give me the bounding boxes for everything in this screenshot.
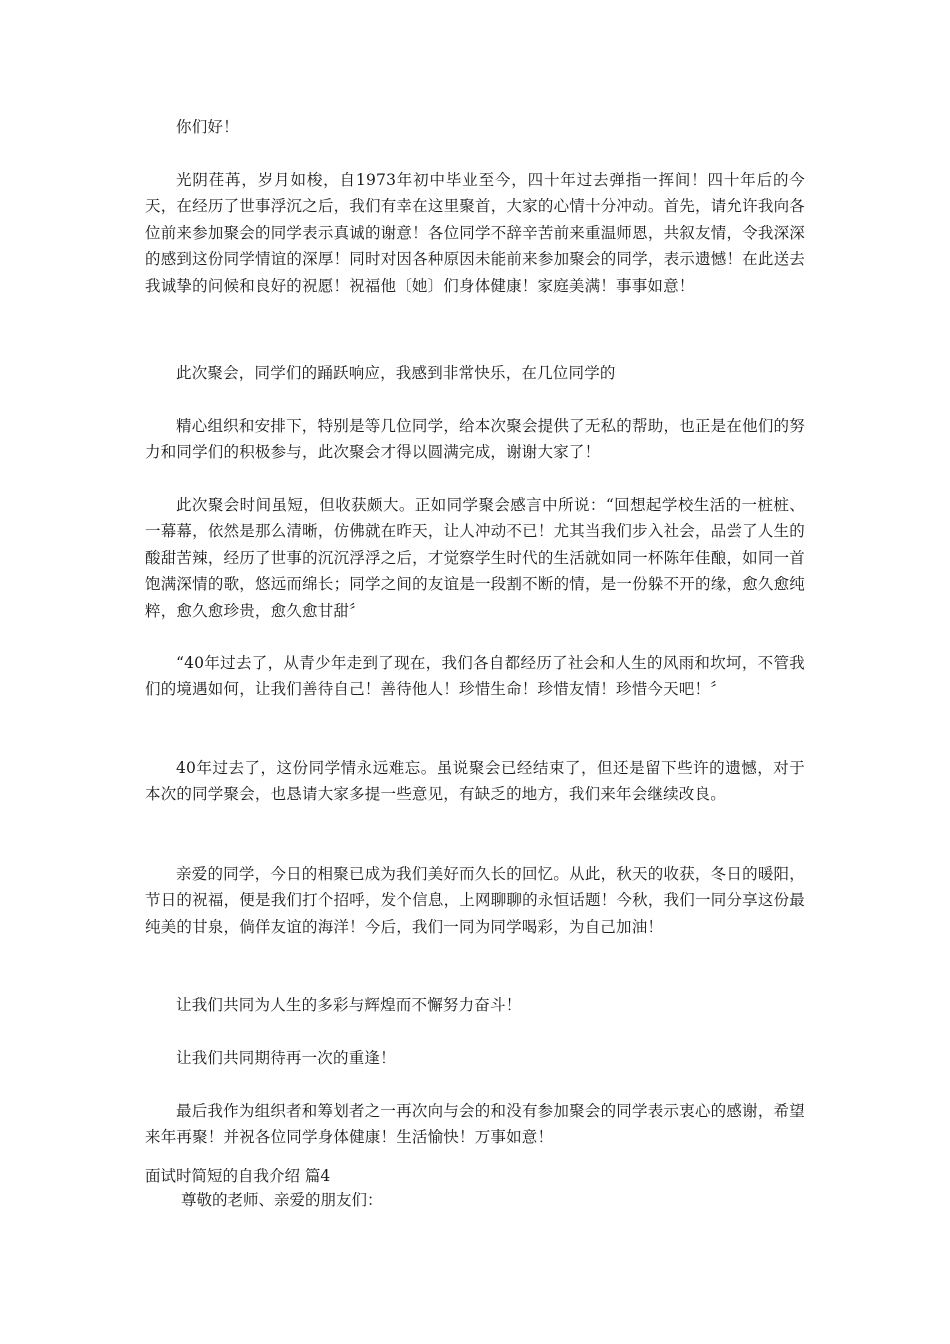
forty-years-quote-paragraph: “40年过去了，从青少年走到了现在，我们各自都经历了社会和人生的风雨和坎坷，不管我们的境遇如何，让我们善待自己！善待他人！珍惜生命！珍惜友情！珍惜今天吧！〞 [145, 654, 805, 699]
greeting-paragraph: 你们好！ [176, 118, 239, 136]
thanks-paragraph: 精心组织和安排下，特别是等几位同学，给本次聚会提供了无私的帮助，也正是在他们的努力和同学们的积极参与，此次聚会才得以圆满完成，谢谢大家了！ [145, 417, 805, 462]
unforgettable-paragraph: 40年过去了，这份同学情永远难忘。虽说聚会已经结束了，但还是留下些许的遗憾，对于本次的同学聚会，也恳请大家多提一些意见，有缺乏的地方，我们来年会继续改良。 [145, 759, 805, 804]
salutation-line: 尊敬的老师、亲爱的朋友们： [181, 1191, 383, 1209]
opening-paragraph: 光阴荏苒，岁月如梭，自1973年初中毕业至今，四十年过去弹指一挥间！四十年后的今天，在经历了世事浮沉之后，我们有幸在这里聚首，大家的心情十分冲动。首先，请允许我向各位前来参加聚会的同学表示真诚的谢意！各位同学不辞辛苦前来重温师恩，共叙友情，令我深深的感到这份同学情谊的深厚！同时对因各种原因未能前来参加聚会的同学，表示遗憾！在此送去我诚挚的问候和良好的祝愿！祝福他〔她〕们身体健康！家庭美满！事事如意！ [145, 171, 805, 295]
memory-paragraph: 亲爱的同学，今日的相聚已成为我们美好而久长的回忆。从此，秋天的收获，冬日的暖阳，节日的祝福，便是我们打个招呼，发个信息，上网聊聊的永恒话题！今秋，我们一同分享这份最纯美的甘泉，倘佯友谊的海洋！今后，我们一同为同学喝彩，为自己加油！ [145, 865, 805, 936]
closing-paragraph: 最后我作为组织者和筹划者之一再次向与会的和没有参加聚会的同学表示衷心的感谢，希望来年再聚！并祝各位同学身体健康！生活愉快！万事如意！ [145, 1102, 805, 1147]
section-heading: 面试时简短的自我介绍 篇4 [145, 1167, 331, 1185]
strive-paragraph: 让我们共同为人生的多彩与辉煌而不懈努力奋斗！ [176, 996, 522, 1014]
response-paragraph: 此次聚会，同学们的踊跃响应，我感到非常快乐，在几位同学的 [176, 364, 616, 382]
reunion-paragraph: 让我们共同期待再一次的重逢！ [176, 1049, 396, 1067]
reflection-paragraph: 此次聚会时间虽短，但收获颇大。正如同学聚会感言中所说：“回想起学校生活的一桩桩、一幕幕，依然是那么清晰，仿佛就在昨天，让人冲动不已！尤其当我们步入社会，品尝了人生的酸甜苦辣，经历了世事的沉沉浮浮之后，才觉察学生时代的生活就如同一杯陈年佳酿，如同一首饱满深情的歌，悠远而绵长；同学之间的友谊是一段割不断的情，是一份躲不开的缘，愈久愈纯粹，愈久愈珍贵，愈久愈甘甜〞 [145, 496, 805, 620]
